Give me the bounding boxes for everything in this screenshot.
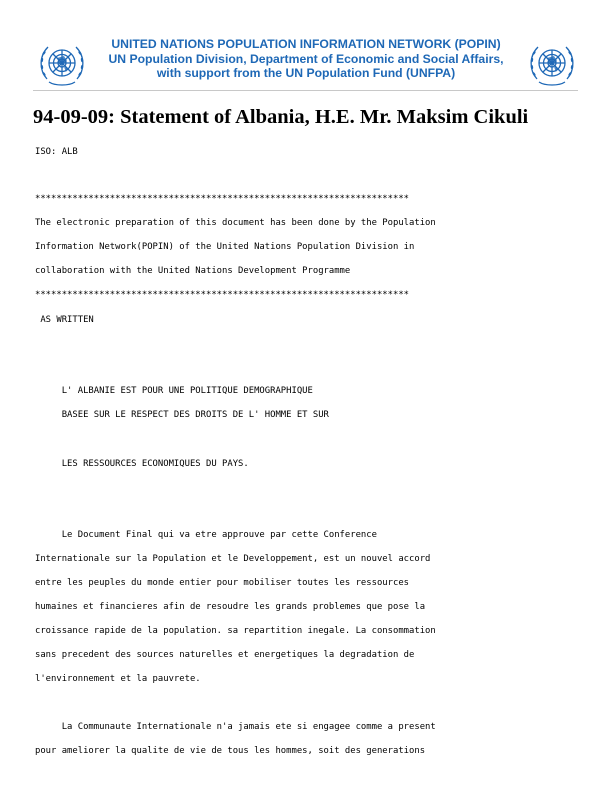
header-line-support: with support from the UN Population Fund (UNFPA) <box>156 66 456 80</box>
separator-stars: ********************************************************************** <box>35 290 410 300</box>
paragraph-line: pour ameliorer la qualite de vie de tous les hommes, soit des generations <box>35 746 426 756</box>
as-written-label: AS WRITTEN <box>35 315 94 325</box>
un-emblem-icon <box>527 38 577 88</box>
statement-heading-line: L' ALBANIE EST POUR UNE POLITIQUE DEMOGRAPHIQUE <box>35 386 313 396</box>
statement-heading-line: BASEE SUR LE RESPECT DES DROITS DE L' HOMME ET SUR <box>35 410 329 420</box>
iso-code: ISO: ALB <box>35 147 78 157</box>
header-text-block <box>89 37 523 81</box>
separator-stars: ********************************************************************** <box>35 194 410 204</box>
paragraph-line: sans precedent des sources naturelles et energetiques la degradation de <box>35 650 415 660</box>
notice-line: Information Network(POPIN) of the United Nations Population Division in <box>35 242 415 252</box>
notice-line: collaboration with the United Nations Development Programme <box>35 266 351 276</box>
paragraph-line: humaines et financieres afin de resoudre les grands problemes que pose la <box>35 602 426 612</box>
paragraph-line: La Communaute Internationale n'a jamais ete si engagee comme a present <box>35 722 436 732</box>
popin-header <box>33 36 578 88</box>
header-line-org: UNITED NATIONS POPULATION INFORMATION NETWORK (POPIN) <box>111 37 501 51</box>
header-divider <box>33 90 578 91</box>
paragraph-line: entre les peuples du monde entier pour mobiliser toutes les ressources <box>35 578 410 588</box>
paragraph-line: Internationale sur la Population et le Developpement, est un nouvel accord <box>35 554 431 564</box>
notice-line: The electronic preparation of this document has been done by the Population <box>35 218 436 228</box>
paragraph-line: Le Document Final qui va etre approuve par cette Conference <box>35 530 377 540</box>
paragraph-line: croissance rapide de la population. sa repartition inegale. La consommation <box>35 626 436 636</box>
document-title: 94-09-09: Statement of Albania, H.E. Mr. Maksim Cikuli <box>33 106 529 128</box>
header-line-division: UN Population Division, Department of Economic and Social Affairs, <box>108 51 504 66</box>
un-emblem-icon <box>37 38 87 88</box>
statement-heading-line: LES RESSOURCES ECONOMIQUES DU PAYS. <box>35 459 249 469</box>
paragraph-line: l'environnement et la pauvrete. <box>35 674 201 684</box>
